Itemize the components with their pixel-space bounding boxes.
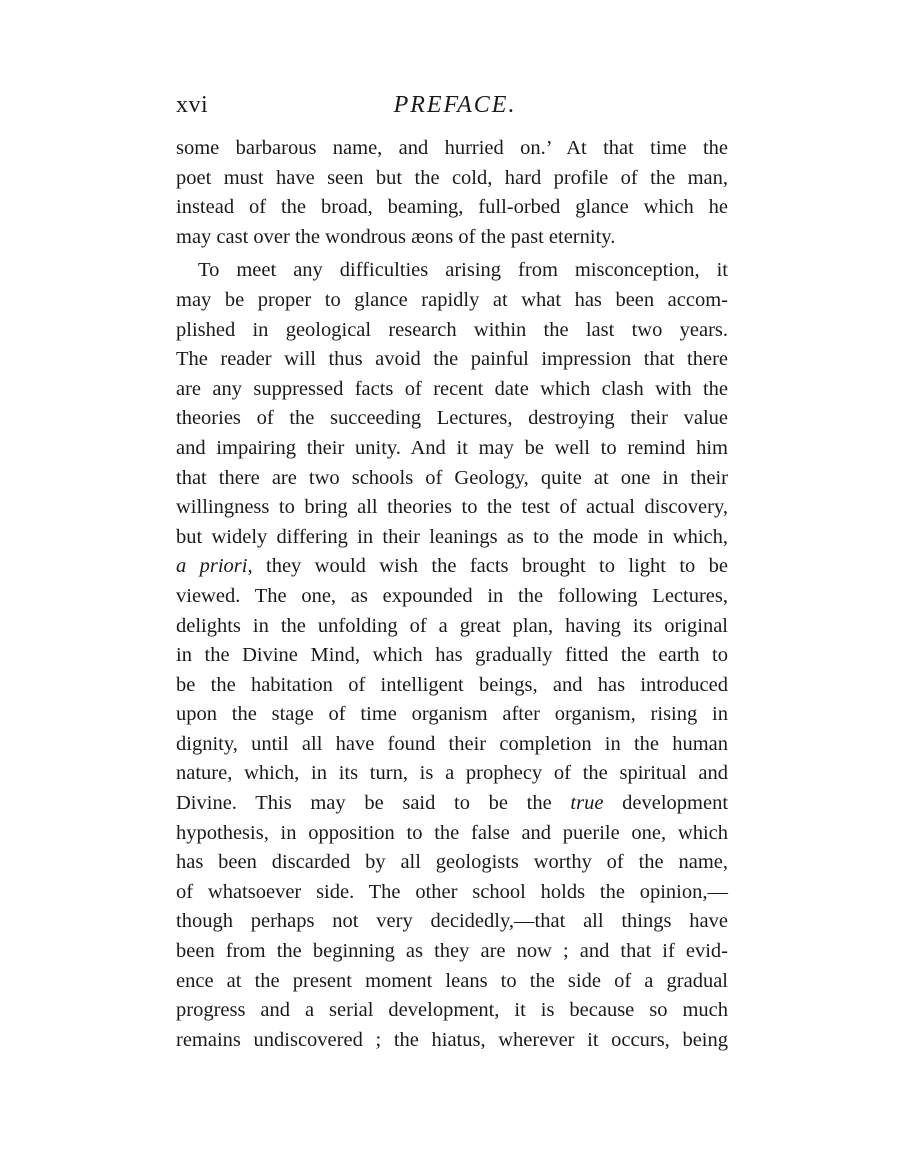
text-line: of whatsoever side. The other school holds the opinion,—	[176, 880, 728, 903]
paragraph-1	[176, 134, 728, 252]
text-line	[176, 789, 728, 819]
italic-word: true	[570, 792, 604, 815]
text-line: dignity, until all have found their completion in the human	[176, 732, 728, 755]
text-line: that there are two schools of Geology, quite at one in their	[176, 466, 728, 489]
text-line: delights in the unfolding of a great plan, having its original	[176, 614, 728, 637]
text-line: progress and a serial development, it is because so much	[176, 999, 728, 1022]
paragraph-2	[176, 256, 728, 1055]
italic-phrase: a priori	[176, 555, 248, 578]
text-line: The reader will thus avoid the painful impression that there	[176, 348, 728, 371]
text-line: may cast over the wondrous æons of the past eternity.	[176, 225, 616, 248]
text-line: instead of the broad, beaming, full-orbed glance which he	[176, 196, 728, 219]
running-head	[176, 92, 728, 126]
text-line: has been discarded by all geologists worthy of the name,	[176, 851, 728, 874]
text-line: in the Divine Mind, which has gradually fitted the earth to	[176, 644, 728, 667]
book-page	[176, 92, 728, 1055]
text-line: ence at the present moment leans to the side of a gradual	[176, 969, 728, 992]
page-number: xvi	[176, 92, 209, 118]
text-line: nature, which, in its turn, is a prophecy of the spiritual and	[176, 762, 728, 785]
text-line: To meet any difficulties arising from misconception, it	[198, 259, 728, 282]
text-line: upon the stage of time organism after organism, rising in	[176, 703, 728, 726]
text-segment: Divine. This may be said to be the	[176, 792, 552, 815]
text-line: hypothesis, in opposition to the false and puerile one, which	[176, 821, 728, 844]
text-line: been from the beginning as they are now ; and that if evid-	[176, 940, 728, 963]
text-line: be the habitation of intelligent beings, and has introduced	[176, 673, 728, 696]
text-line: though perhaps not very decidedly,—that all things have	[176, 910, 728, 933]
text-line: are any suppressed facts of recent date which clash with the	[176, 377, 728, 400]
text-line: but widely differing in their leanings as to the mode in which,	[176, 525, 728, 548]
text-line: poet must have seen but the cold, hard profile of the man,	[176, 166, 728, 189]
text-line: plished in geological research within the last two years.	[176, 318, 728, 341]
text-line: some barbarous name, and hurried on.’ At that time the	[176, 137, 728, 159]
text-line: remains undiscovered ; the hiatus, wherever it occurs, being	[176, 1028, 728, 1051]
text-line: may be proper to glance rapidly at what has been accom-	[176, 288, 728, 311]
text-segment: they would wish the facts brought to light to be	[266, 555, 729, 578]
text-line: theories of the succeeding Lectures, destroying their value	[176, 407, 728, 430]
text-line: a priori, they would wish the facts brought to light to be	[176, 555, 729, 578]
text-line: and impairing their unity. And it may be well to remind him	[176, 436, 728, 459]
text-line: viewed. The one, as expounded in the following Lectures,	[176, 584, 728, 607]
running-title: PREFACE.	[393, 92, 517, 118]
text-line: willingness to bring all theories to the test of actual discovery,	[176, 496, 728, 519]
text-segment: development	[622, 792, 729, 815]
